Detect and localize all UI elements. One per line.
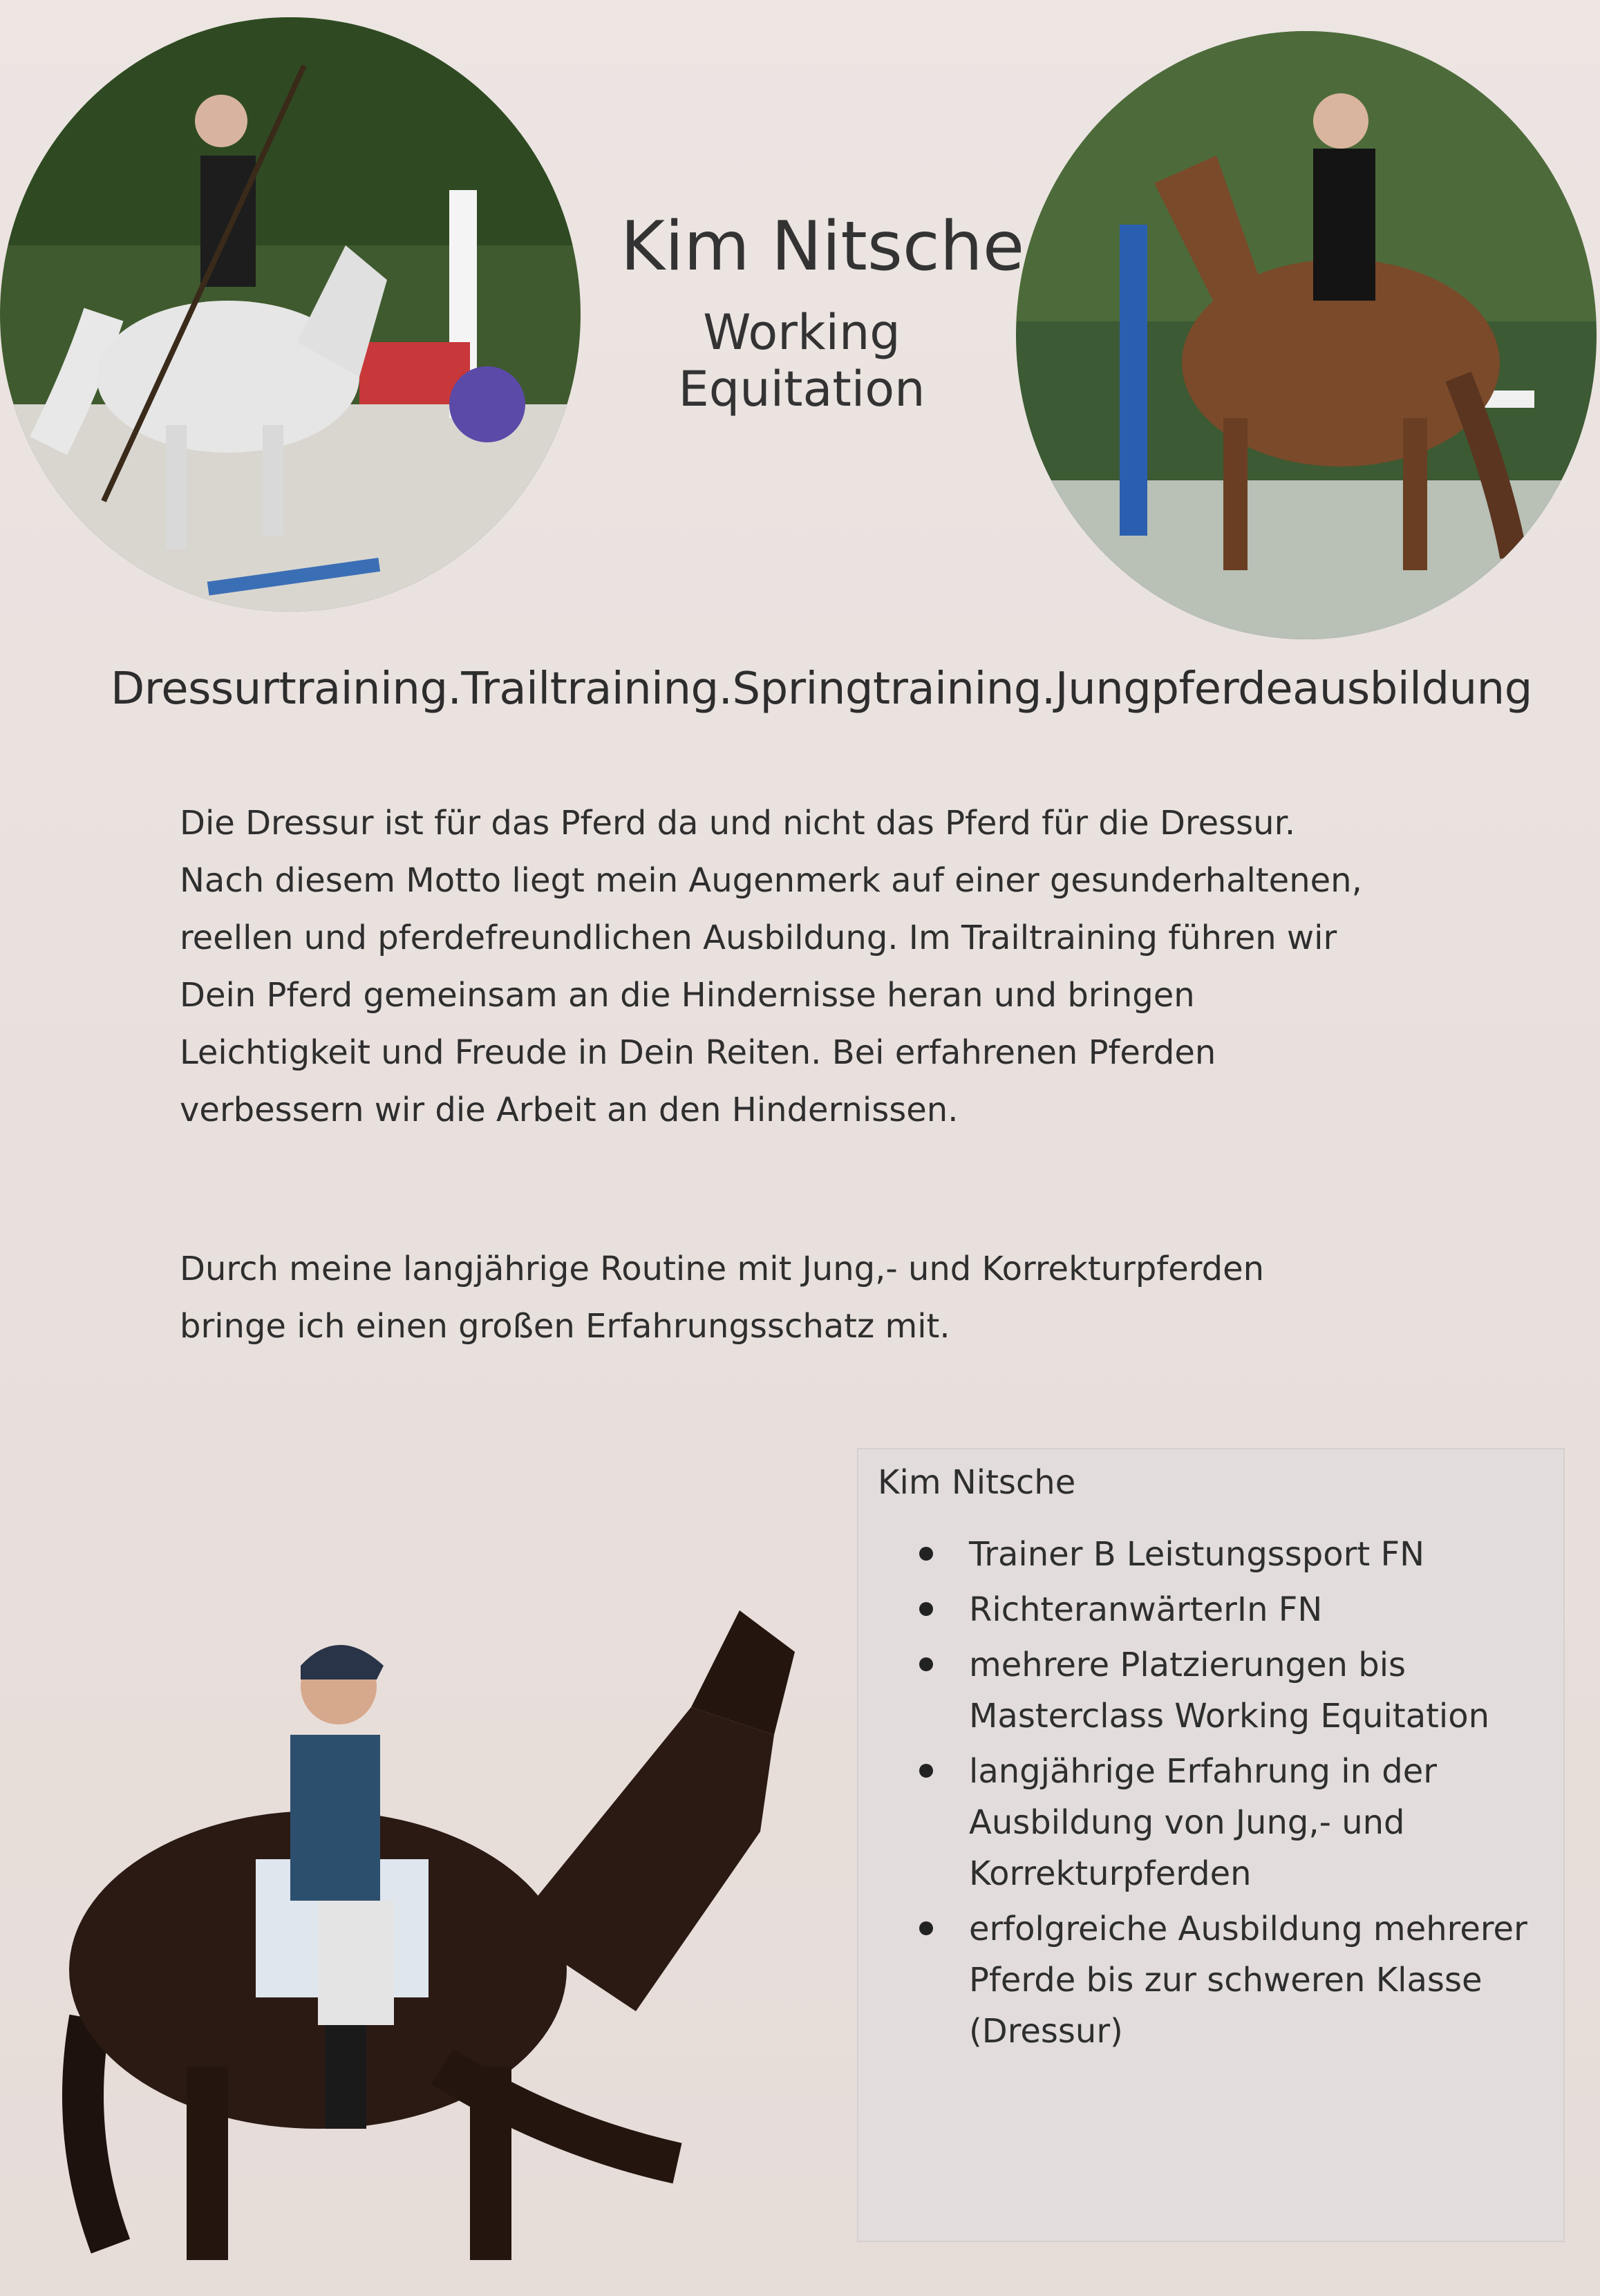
list-item <box>969 1529 1536 1580</box>
trainer-info-box <box>857 1448 1565 2242</box>
photo-brown-horse-rider <box>1016 31 1597 639</box>
bullet-icon <box>919 1764 933 1778</box>
list-item-text: langjährige Erfahrung in der <box>969 1752 1437 1791</box>
intro-line: Nach diesem Motto liegt mein Augenmerk auf einer gesunderhaltenen, <box>180 861 1362 900</box>
intro-line: verbessern wir die Arbeit an den Hindernissen. <box>180 1091 959 1129</box>
photo-grey-horse-rider <box>0 17 581 612</box>
list-item <box>969 1639 1536 1742</box>
page-title: Kim Nitsche <box>620 207 1025 286</box>
bullet-icon <box>919 1602 933 1616</box>
list-item-text: mehrere Platzierungen bis <box>969 1646 1406 1684</box>
info-name: Kim Nitsche <box>878 1463 1076 1502</box>
bullet-icon <box>919 1657 933 1671</box>
list-item-text: erfolgreiche Ausbildung mehrerer <box>969 1910 1527 1948</box>
list-item <box>969 1584 1536 1635</box>
list-item-text: (Dressur) <box>969 2012 1123 2051</box>
list-item <box>969 1903 1536 2057</box>
list-item-text: Masterclass Working Equitation <box>969 1697 1490 1735</box>
intro-line: Die Dressur ist für das Pferd da und nicht das Pferd für die Dressur. <box>180 804 1296 843</box>
list-item-text: RichteranwärterIn FN <box>969 1590 1323 1629</box>
photo-dressage-horse-rider <box>28 1445 850 2295</box>
experience-line: bringe ich einen großen Erfahrungsschatz mit. <box>180 1307 950 1346</box>
list-item-text: Pferde bis zur schweren Klasse <box>969 1961 1483 1999</box>
intro-line: reellen und pferdefreundlichen Ausbildung. Im Trailtraining führen wir <box>180 919 1337 957</box>
bullet-icon <box>919 1921 933 1935</box>
bullet-icon <box>919 1547 933 1561</box>
list-item <box>969 1746 1536 1899</box>
services-line: Dressurtraining.Trailtraining.Springtraining.Jungpferdeausbildung <box>111 664 1532 715</box>
list-item-text: Ausbildung von Jung,- und <box>969 1803 1405 1842</box>
list-item-text: Trainer B Leistungssport FN <box>969 1535 1424 1574</box>
page-subtitle: Working Equitation <box>678 304 925 417</box>
list-item-text: Korrekturpferden <box>969 1854 1252 1893</box>
intro-paragraph <box>180 795 1493 1139</box>
intro-line: Leichtigkeit und Freude in Dein Reiten. Bei erfahrenen Pferden <box>180 1033 1216 1072</box>
experience-paragraph <box>180 1241 1493 1355</box>
intro-line: Dein Pferd gemeinsam an die Hindernisse heran und bringen <box>180 976 1195 1015</box>
qualifications-list <box>858 1529 1536 2061</box>
experience-line: Durch meine langjährige Routine mit Jung,- und Korrekturpferden <box>180 1250 1265 1288</box>
